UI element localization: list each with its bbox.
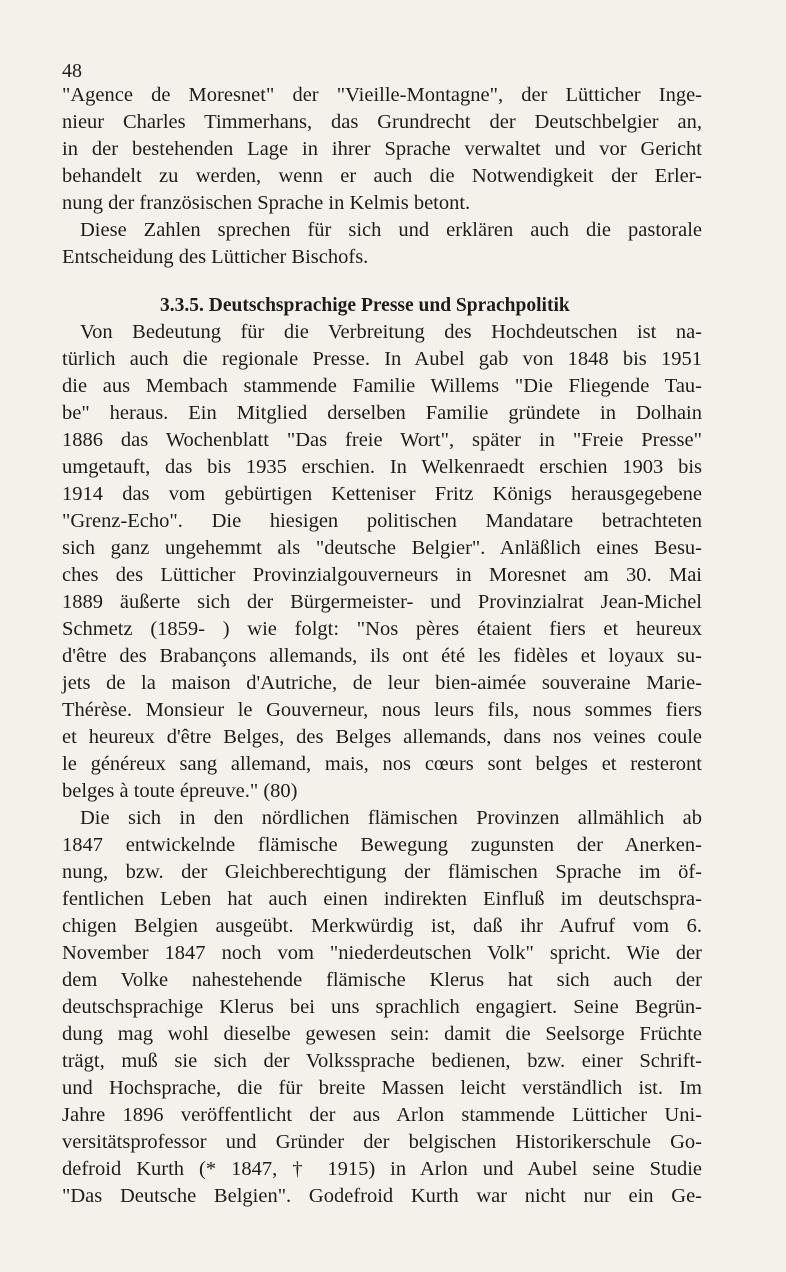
text-line: deutschsprachige Klerus bei uns sprachlich engagiert. Seine Begrün- xyxy=(62,996,702,1018)
text-line: fentlichen Leben hat auch einen indirekten Einfluß im deutschspra- xyxy=(62,888,702,910)
text-line: "Das Deutsche Belgien". Godefroid Kurth war nicht nur ein Ge- xyxy=(62,1185,702,1207)
text-line: und Hochsprache, die für breite Massen leicht verständlich ist. Im xyxy=(62,1077,702,1099)
text-line: 1914 das vom gebürtigen Ketteniser Fritz Königs herausgegebene xyxy=(62,483,702,505)
text-line: Jahre 1896 veröffentlicht der aus Arlon stammende Lütticher Uni- xyxy=(62,1104,702,1126)
text-line: behandelt zu werden, wenn er auch die Notwendigkeit der Erler- xyxy=(62,165,702,187)
text-line: Diese Zahlen sprechen für sich und erklären auch die pastorale xyxy=(80,219,702,241)
text-line: et heureux d'être Belges, des Belges allemands, dans nos veines coule xyxy=(62,726,702,748)
text-line: November 1847 noch vom "niederdeutschen Volk" spricht. Wie der xyxy=(62,942,702,964)
text-line: 1889 äußerte sich der Bürgermeister- und Provinzialrat Jean-Michel xyxy=(62,591,702,613)
text-line: d'être des Brabançons allemands, ils ont été les fidèles et loyaux su- xyxy=(62,645,702,667)
text-line: 1886 das Wochenblatt "Das freie Wort", später in "Freie Presse" xyxy=(62,429,702,451)
text-line: nung der französischen Sprache in Kelmis betont. xyxy=(62,192,471,214)
text-line: dung mag wohl dieselbe gewesen sein: damit die Seelsorge Früchte xyxy=(62,1023,702,1045)
text-line: ches des Lütticher Provinzialgouverneurs in Moresnet am 30. Mai xyxy=(62,564,702,586)
text-line: Entscheidung des Lütticher Bischofs. xyxy=(62,246,369,268)
text-line: "Agence de Moresnet" der "Vieille-Montagne", der Lütticher Inge- xyxy=(62,84,702,106)
text-line: "Grenz-Echo". Die hiesigen politischen Mandatare betrachteten xyxy=(62,510,702,532)
text-line: le généreux sang allemand, mais, nos cœurs sont belges et resteront xyxy=(62,753,702,775)
text-line: Schmetz (1859- ) wie folgt: "Nos pères étaient fiers et heureux xyxy=(62,618,702,640)
text-line: versitätsprofessor und Gründer der belgischen Historikerschule Go- xyxy=(62,1131,702,1153)
text-line: defroid Kurth (* 1847, † 1915) in Arlon und Aubel seine Studie xyxy=(62,1158,702,1180)
text-line: türlich auch die regionale Presse. In Aubel gab von 1848 bis 1951 xyxy=(62,348,702,370)
text-line: die aus Membach stammende Familie Willems "Die Fliegende Tau- xyxy=(62,375,702,397)
text-line: trägt, muß sie sich der Volkssprache bedienen, bzw. einer Schrift- xyxy=(62,1050,702,1072)
section-heading: 3.3.5. Deutschsprachige Presse und Sprachpolitik xyxy=(160,295,570,316)
text-line: be" heraus. Ein Mitglied derselben Familie gründete in Dolhain xyxy=(62,402,702,424)
text-line: in der bestehenden Lage in ihrer Sprache verwaltet und vor Gericht xyxy=(62,138,702,160)
text-line: belges à toute épreuve." (80) xyxy=(62,780,298,802)
text-line: umgetauft, das bis 1935 erschien. In Welkenraedt erschien 1903 bis xyxy=(62,456,702,478)
page-number: 48 xyxy=(62,60,82,82)
text-line: nieur Charles Timmerhans, das Grundrecht der Deutschbelgier an, xyxy=(62,111,702,133)
text-line: Die sich in den nördlichen flämischen Provinzen allmählich ab xyxy=(80,807,702,829)
text-line: nung, bzw. der Gleichberechtigung der flämischen Sprache im öf- xyxy=(62,861,702,883)
text-line: dem Volke nahestehende flämische Klerus hat sich auch der xyxy=(62,969,702,991)
text-line: sich ganz ungehemmt als "deutsche Belgier". Anläßlich eines Besu- xyxy=(62,537,702,559)
text-line: Von Bedeutung für die Verbreitung des Hochdeutschen ist na- xyxy=(80,321,702,343)
text-line: jets de la maison d'Autriche, de leur bien-aimée souveraine Marie- xyxy=(62,672,702,694)
text-line: Thérèse. Monsieur le Gouverneur, nous leurs fils, nous sommes fiers xyxy=(62,699,702,721)
text-line: chigen Belgien ausgeübt. Merkwürdig ist, daß ihr Aufruf vom 6. xyxy=(62,915,702,937)
text-line: 1847 entwickelnde flämische Bewegung zugunsten der Anerken- xyxy=(62,834,702,856)
